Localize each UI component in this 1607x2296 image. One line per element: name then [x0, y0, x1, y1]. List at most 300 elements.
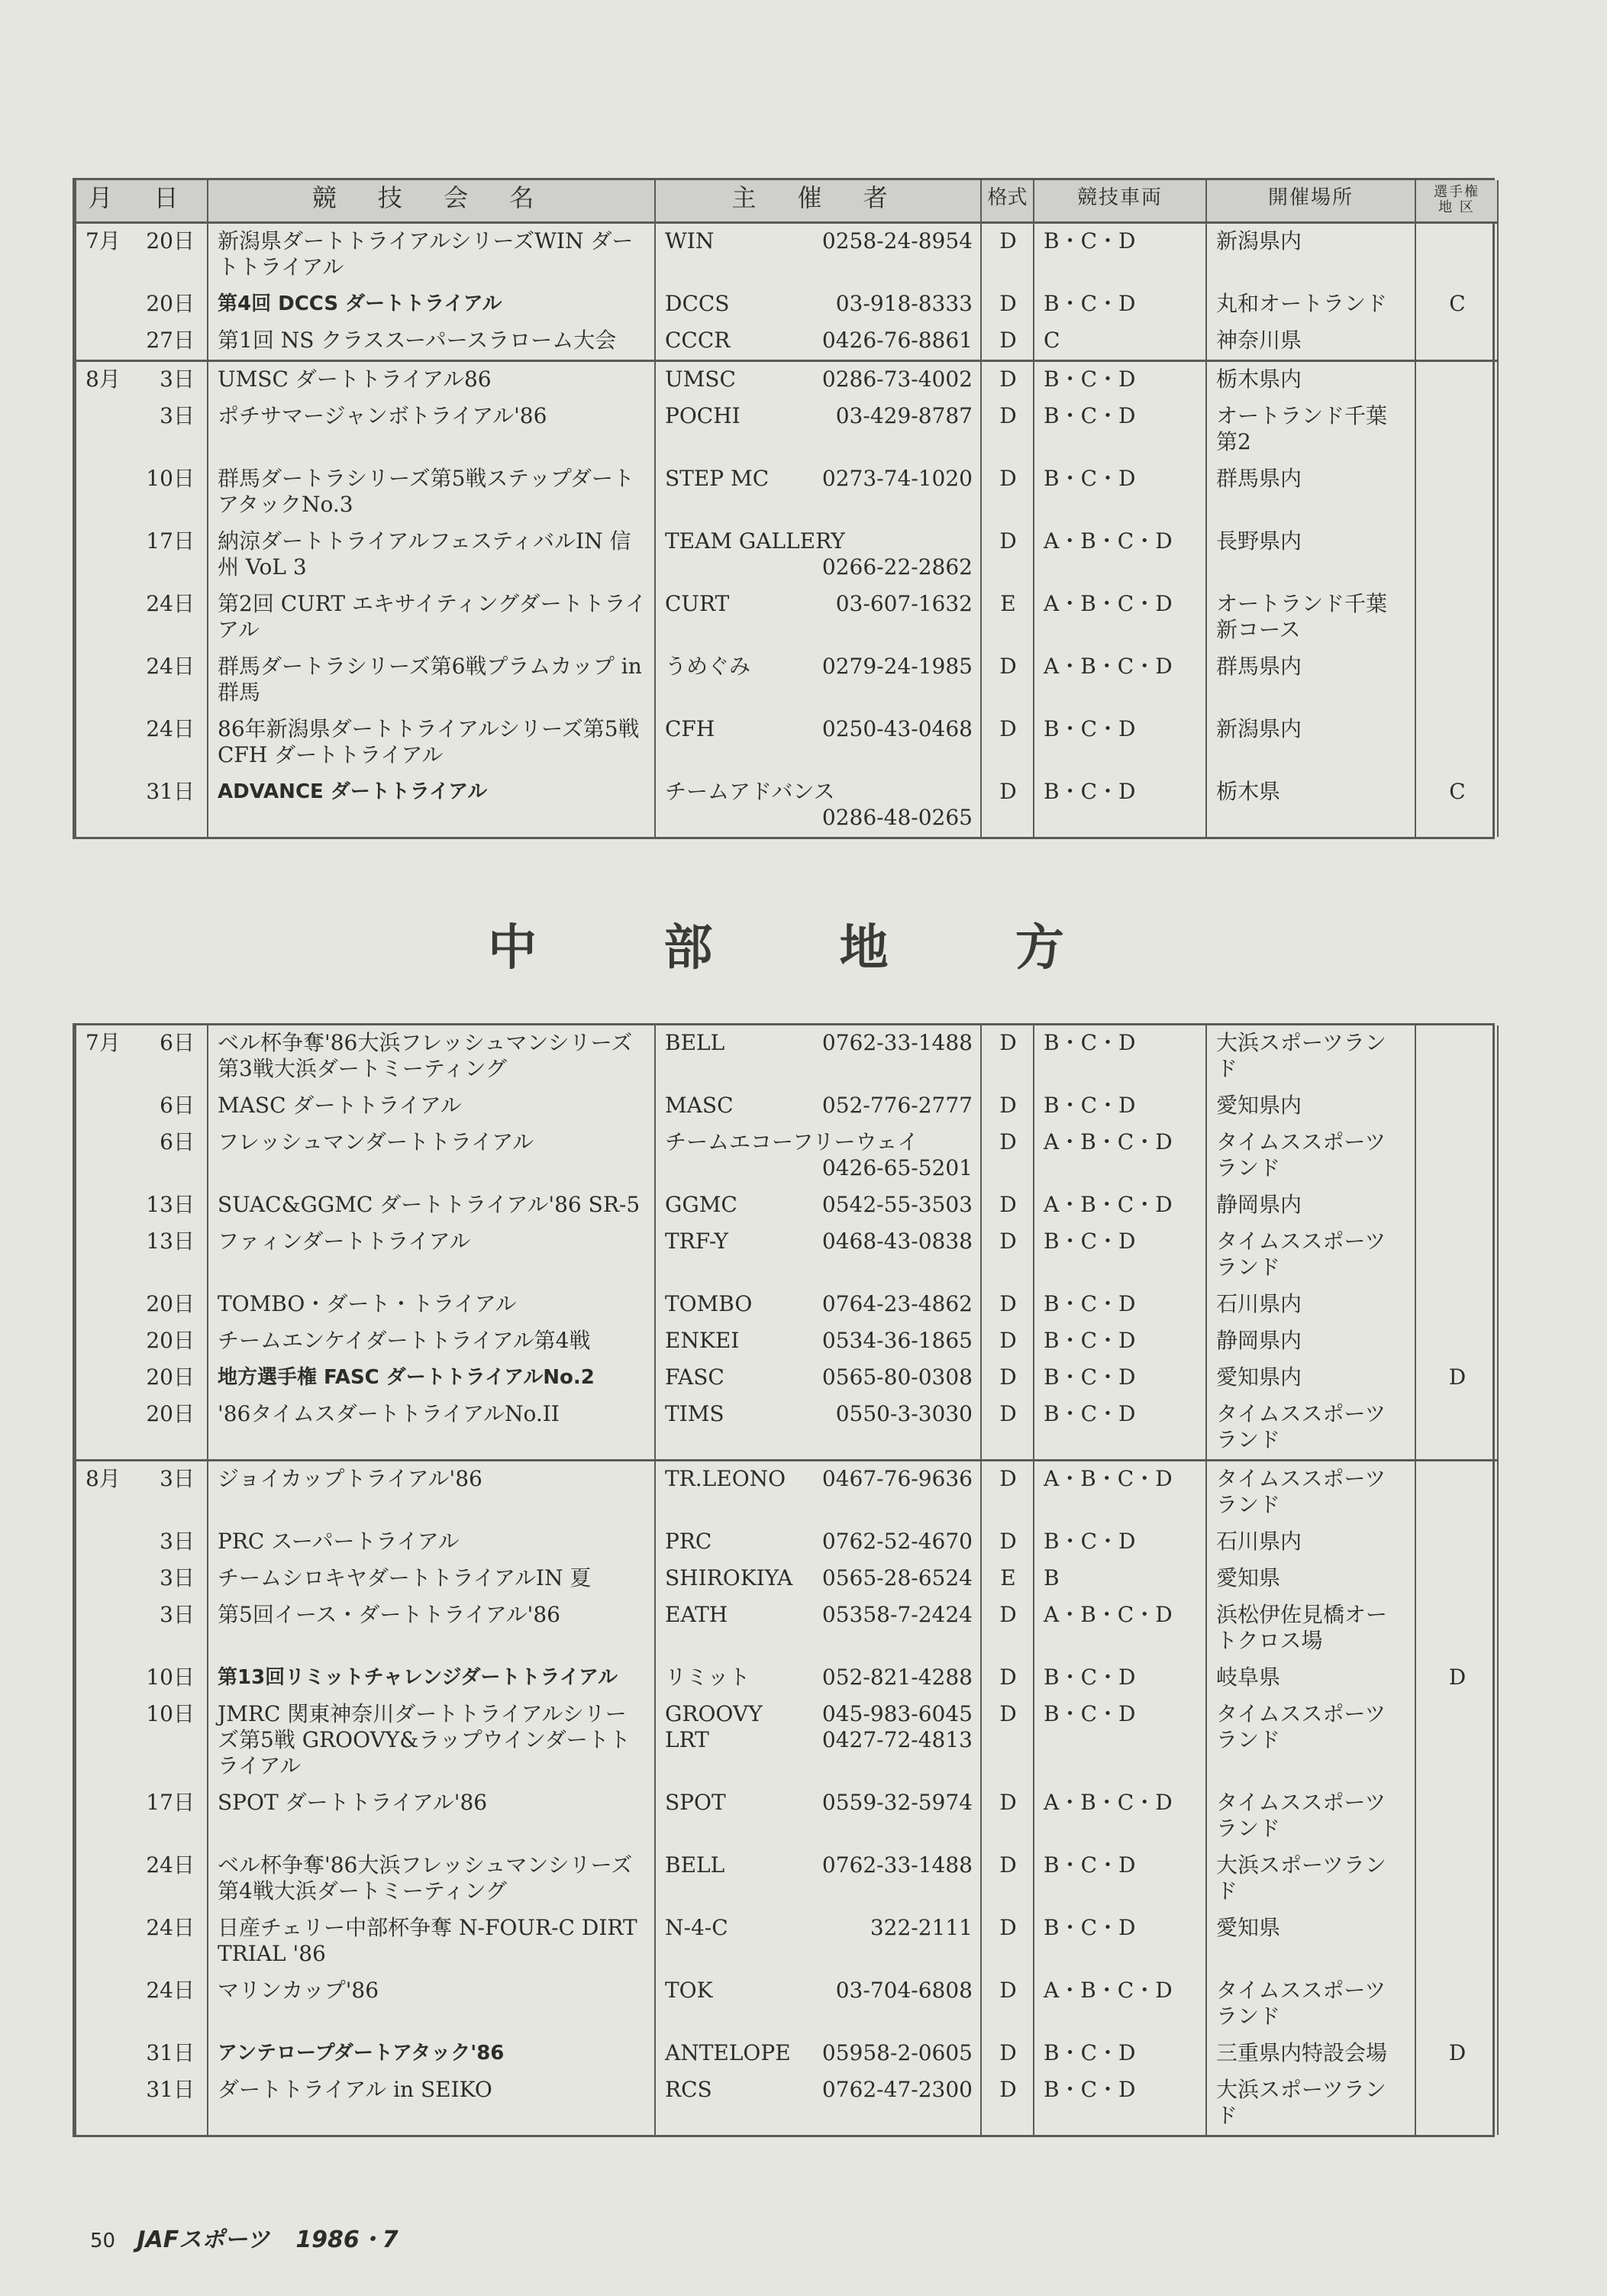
venue: タイムススポーツランド	[1206, 1397, 1415, 1461]
event-name: ジョイカップトライアル'86	[208, 1461, 655, 1525]
organizer-line	[665, 1030, 973, 1056]
day: 24日	[146, 591, 195, 616]
venue: 石川県内	[1206, 1524, 1415, 1561]
date-cell	[76, 323, 208, 361]
phone: 03-918-8333	[835, 291, 973, 316]
cars: A・B・C・D	[1034, 1461, 1206, 1525]
venue: 静岡県内	[1206, 1187, 1415, 1224]
cars: B・C・D	[1034, 774, 1206, 837]
date-wrap	[86, 1701, 199, 1727]
month: 8月	[86, 1466, 121, 1491]
organizer: N-4-C	[665, 1915, 728, 1940]
format: D	[981, 1597, 1034, 1660]
format: D	[981, 1785, 1034, 1848]
table-row	[76, 1224, 1498, 1287]
organizer: STEP MC	[665, 466, 770, 491]
table-row	[76, 1697, 1498, 1785]
organizer: POCHI	[665, 403, 741, 428]
format: D	[981, 1287, 1034, 1323]
month	[86, 779, 139, 805]
format: D	[981, 649, 1034, 712]
month	[86, 1401, 139, 1427]
organizer-cell	[655, 223, 981, 287]
day: 24日	[146, 716, 195, 741]
organizer-cell	[655, 649, 981, 712]
cars: B・C・D	[1034, 461, 1206, 524]
event-name: 第13回リミットチャレンジダートトライアル	[208, 1660, 655, 1697]
organizer: UMSC	[665, 367, 736, 392]
venue: タイムススポーツランド	[1206, 1461, 1415, 1525]
day: 20日	[146, 291, 195, 316]
organizer-line	[665, 367, 973, 392]
day: 24日	[146, 1852, 195, 1878]
venue: 神奈川県	[1206, 323, 1415, 361]
phone: 052-776-2777	[821, 1093, 973, 1118]
date-cell	[76, 1785, 208, 1848]
region	[1415, 1524, 1498, 1561]
region	[1415, 1187, 1498, 1224]
format: D	[981, 2036, 1034, 2072]
day: 20日	[146, 1291, 195, 1316]
table-row	[76, 461, 1498, 524]
region	[1415, 1125, 1498, 1187]
event-name: 第5回イース・ダートトライアル'86	[208, 1597, 655, 1660]
region	[1415, 223, 1498, 287]
organizer-line	[665, 403, 973, 429]
header-organizer: 主 催 者	[655, 180, 981, 223]
format: D	[981, 223, 1034, 287]
venue: 丸和オートランド	[1206, 286, 1415, 323]
table-row	[76, 1973, 1498, 2036]
organizer-line	[665, 1291, 973, 1317]
organizer-cell	[655, 1088, 981, 1125]
month	[86, 1602, 139, 1628]
day: 31日	[146, 2077, 195, 2102]
date-cell	[76, 361, 208, 399]
region	[1415, 1973, 1498, 2036]
event-name: マリンカップ'86	[208, 1973, 655, 2036]
event-name: '86タイムスダートトライアルNo.II	[208, 1397, 655, 1461]
event-name: 納涼ダートトライアルフェスティバルIN 信州 VoL 3	[208, 524, 655, 586]
event-name: ファィンダートトライアル	[208, 1224, 655, 1287]
date-cell	[76, 712, 208, 774]
date-cell	[76, 1660, 208, 1697]
month	[86, 716, 139, 742]
date-wrap	[86, 1401, 199, 1427]
date-wrap	[86, 1565, 199, 1591]
month	[86, 1229, 139, 1255]
phone: 0426-76-8861	[821, 328, 973, 353]
cars: B・C・D	[1034, 2036, 1206, 2072]
date-cell	[76, 1323, 208, 1360]
day: 6日	[160, 1093, 195, 1118]
phone: 045-983-6045	[821, 1701, 973, 1726]
table-row	[76, 1287, 1498, 1323]
day: 20日	[146, 1401, 195, 1426]
event-name: 新潟県ダートトライアルシリーズWIN ダートトライアル	[208, 223, 655, 287]
table-row	[76, 1088, 1498, 1125]
organizer-line	[665, 1529, 973, 1555]
cars: B・C・D	[1034, 286, 1206, 323]
day: 24日	[146, 1915, 195, 1940]
organizer-line	[665, 1466, 973, 1492]
venue: タイムススポーツランド	[1206, 1125, 1415, 1187]
month	[86, 1701, 139, 1727]
format: D	[981, 399, 1034, 461]
phone: 0279-24-1985	[821, 654, 973, 679]
date-wrap	[86, 1229, 199, 1255]
table-row	[76, 2072, 1498, 2135]
venue: オートランド千葉新コース	[1206, 586, 1415, 649]
organizer-line	[665, 1602, 973, 1628]
day: 20日	[146, 228, 195, 253]
phone: 0426-65-5201	[821, 1155, 973, 1180]
table-row	[76, 1597, 1498, 1660]
date-wrap	[86, 2077, 199, 2103]
day: 24日	[146, 1978, 195, 2003]
organizer-line	[665, 2040, 973, 2066]
format: D	[981, 1461, 1034, 1525]
region	[1415, 1323, 1498, 1360]
organizer-line	[665, 1565, 973, 1591]
day: 3日	[160, 1565, 195, 1590]
organizer-line	[665, 1790, 973, 1816]
organizer-cell	[655, 712, 981, 774]
month: 7月	[86, 228, 121, 253]
date-cell	[76, 1088, 208, 1125]
month	[86, 1529, 139, 1555]
region	[1415, 1025, 1498, 1088]
organizer-line	[665, 1229, 973, 1255]
event-name: PRC スーパートライアル	[208, 1524, 655, 1561]
date-cell	[76, 1524, 208, 1561]
date-wrap	[86, 1852, 199, 1878]
page-footer	[90, 2220, 403, 2254]
date-wrap	[86, 1915, 199, 1941]
event-name: ベル杯争奪'86大浜フレッシュマンシリーズ第4戦大浜ダートミーティング	[208, 1848, 655, 1910]
organizer-line	[665, 466, 973, 492]
venue: 浜松伊佐見橋オートクロス場	[1206, 1597, 1415, 1660]
month	[86, 2040, 139, 2066]
day: 20日	[146, 1364, 195, 1390]
organizer-line	[665, 328, 973, 354]
venue: 愛知県	[1206, 1910, 1415, 1973]
date-wrap	[86, 291, 199, 317]
header-name: 競 技 会 名	[208, 180, 655, 223]
format: D	[981, 1025, 1034, 1088]
table-row	[76, 286, 1498, 323]
phone: 0468-43-0838	[821, 1229, 973, 1254]
date-cell	[76, 586, 208, 649]
day: 3日	[160, 1529, 195, 1554]
table-row	[76, 1524, 1498, 1561]
region	[1415, 712, 1498, 774]
date-cell	[76, 2036, 208, 2072]
venue: タイムススポーツランド	[1206, 1224, 1415, 1287]
phone: 03-704-6808	[835, 1978, 973, 2003]
format: D	[981, 1224, 1034, 1287]
phone: 0534-36-1865	[821, 1328, 973, 1353]
cars: A・B・C・D	[1034, 1187, 1206, 1224]
day: 20日	[146, 1328, 195, 1353]
organizer-line	[665, 716, 973, 742]
date-wrap	[86, 1665, 199, 1691]
cars: B・C・D	[1034, 712, 1206, 774]
date-cell	[76, 1287, 208, 1323]
header-format: 格式	[981, 180, 1034, 223]
region: C	[1415, 774, 1498, 837]
event-name: 地方選手権 FASC ダートトライアルNo.2	[208, 1360, 655, 1397]
day: 10日	[146, 1701, 195, 1726]
phone: 322-2111	[870, 1915, 973, 1940]
organizer-cell	[655, 1561, 981, 1597]
date-wrap	[86, 1328, 199, 1354]
venue: 愛知県内	[1206, 1360, 1415, 1397]
month	[86, 1852, 139, 1878]
region	[1415, 461, 1498, 524]
date-wrap	[86, 1978, 199, 2004]
table-row	[76, 1461, 1498, 1525]
organizer: TR.LEONO	[665, 1466, 786, 1491]
phone: 0764-23-4862	[821, 1291, 973, 1316]
organizer-cell	[655, 461, 981, 524]
day: 17日	[146, 528, 195, 554]
organizer: CCCR	[665, 328, 731, 353]
venue: 栃木県	[1206, 774, 1415, 837]
organizer: LRT	[665, 1727, 709, 1752]
region	[1415, 361, 1498, 399]
day: 13日	[146, 1229, 195, 1254]
cars: A・B・C・D	[1034, 649, 1206, 712]
table-row	[76, 1910, 1498, 1973]
table-row	[76, 712, 1498, 774]
date-cell	[76, 1561, 208, 1597]
venue: タイムススポーツランド	[1206, 1973, 1415, 2036]
date-wrap	[86, 1466, 199, 1492]
day: 27日	[146, 328, 195, 353]
organizer: リミット	[665, 1665, 750, 1690]
phone: 0286-48-0265	[821, 805, 973, 830]
venue: 新潟県内	[1206, 712, 1415, 774]
day: 3日	[160, 403, 195, 428]
date-wrap	[86, 1129, 199, 1155]
cars: B・C・D	[1034, 223, 1206, 287]
region	[1415, 524, 1498, 586]
event-name: ベル杯争奪'86大浜フレッシュマンシリーズ第3戦大浜ダートミーティング	[208, 1025, 655, 1088]
event-name: 群馬ダートラシリーズ第5戦ステップダートアタックNo.3	[208, 461, 655, 524]
organizer: TOMBO	[665, 1291, 753, 1316]
venue: 長野県内	[1206, 524, 1415, 586]
phone: 0762-33-1488	[821, 1030, 973, 1055]
venue: タイムススポーツランド	[1206, 1785, 1415, 1848]
cars: B・C・D	[1034, 1397, 1206, 1461]
format: D	[981, 774, 1034, 837]
table-row	[76, 361, 1498, 399]
date-cell	[76, 1125, 208, 1187]
date-wrap	[86, 1093, 199, 1119]
region: D	[1415, 1660, 1498, 1697]
format: D	[981, 1323, 1034, 1360]
day: 31日	[146, 779, 195, 804]
organizer-cell	[655, 524, 981, 586]
organizer-cell	[655, 1785, 981, 1848]
organizer-line	[665, 1978, 973, 2004]
organizer-cell	[655, 1025, 981, 1088]
venue: 岐阜県	[1206, 1660, 1415, 1697]
date-cell	[76, 2072, 208, 2135]
cars: B	[1034, 1561, 1206, 1597]
organizer-line	[665, 291, 973, 317]
organizer: WIN	[665, 228, 715, 253]
organizer-line	[665, 2077, 973, 2103]
organizer: RCS	[665, 2077, 712, 2102]
organizer-cell	[655, 1224, 981, 1287]
day: 6日	[160, 1030, 195, 1055]
format: D	[981, 1125, 1034, 1187]
organizer-cell	[655, 361, 981, 399]
organizer-line	[665, 1364, 973, 1390]
format: D	[981, 524, 1034, 586]
organizer: ENKEI	[665, 1328, 740, 1353]
venue: タイムススポーツランド	[1206, 1697, 1415, 1785]
date-wrap	[86, 1364, 199, 1390]
magazine-name: JAFスポーツ	[137, 2227, 270, 2253]
phone: 03-429-8787	[835, 403, 973, 428]
date-cell	[76, 1397, 208, 1461]
organizer-cell	[655, 1397, 981, 1461]
venue: オートランド千葉第2	[1206, 399, 1415, 461]
event-name: 第2回 CURT エキサイティングダートトライアル	[208, 586, 655, 649]
table-row	[76, 774, 1498, 837]
phone: 0565-80-0308	[821, 1364, 973, 1390]
table-row	[76, 1360, 1498, 1397]
cars: A・B・C・D	[1034, 1785, 1206, 1848]
venue: 愛知県	[1206, 1561, 1415, 1597]
cars: B・C・D	[1034, 1088, 1206, 1125]
page-number: 50	[90, 2230, 116, 2252]
organizer: GROOVY	[665, 1701, 763, 1726]
cars: A・B・C・D	[1034, 1125, 1206, 1187]
organizer-cell	[655, 1973, 981, 2036]
table-row	[76, 1025, 1498, 1088]
organizer: うめぐみ	[665, 654, 751, 679]
organizer: ANTELOPE	[665, 2040, 791, 2065]
cars: B・C・D	[1034, 1848, 1206, 1910]
date-wrap	[86, 228, 199, 254]
region	[1415, 1224, 1498, 1287]
day: 3日	[160, 1466, 195, 1491]
phone: 0286-73-4002	[821, 367, 973, 392]
table-row	[76, 1561, 1498, 1597]
month	[86, 1665, 139, 1691]
region	[1415, 1785, 1498, 1848]
organizer-line	[665, 1727, 973, 1753]
venue: 大浜スポーツランド	[1206, 1025, 1415, 1088]
region	[1415, 323, 1498, 361]
organizer: DCCS	[665, 291, 730, 316]
region	[1415, 2072, 1498, 2135]
format: E	[981, 1561, 1034, 1597]
month	[86, 291, 139, 317]
event-name: 日産チェリー中部杯争奪 N-FOUR-C DIRT TRIAL '86	[208, 1910, 655, 1973]
cars: B・C・D	[1034, 399, 1206, 461]
venue: 三重県内特設会場	[1206, 2036, 1415, 2072]
organizer-line	[665, 1701, 973, 1727]
event-name: 第1回 NS クラススーパースラローム大会	[208, 323, 655, 361]
organizer-line	[665, 1093, 973, 1119]
region: D	[1415, 2036, 1498, 2072]
organizer: TIMS	[665, 1401, 724, 1426]
cars: A・B・C・D	[1034, 1973, 1206, 2036]
month: 8月	[86, 367, 121, 392]
organizer-cell	[655, 1910, 981, 1973]
phone: 0273-74-1020	[821, 466, 973, 491]
date-wrap	[86, 403, 199, 429]
phone: 0559-32-5974	[821, 1790, 973, 1815]
organizer-cell	[655, 323, 981, 361]
month: 7月	[86, 1030, 121, 1055]
venue: 大浜スポーツランド	[1206, 1848, 1415, 1910]
date-wrap	[86, 466, 199, 492]
cars: B・C・D	[1034, 1025, 1206, 1088]
region	[1415, 1561, 1498, 1597]
venue: 群馬県内	[1206, 649, 1415, 712]
header-venue: 開催場所	[1206, 180, 1415, 223]
organizer: チームアドバンス	[665, 779, 835, 804]
month	[86, 1328, 139, 1354]
date-wrap	[86, 716, 199, 742]
format: D	[981, 361, 1034, 399]
organizer-cell	[655, 399, 981, 461]
organizer: TEAM GALLERY	[665, 528, 845, 554]
month	[86, 528, 139, 554]
phone: 0762-33-1488	[821, 1852, 973, 1878]
cars: B・C・D	[1034, 1660, 1206, 1697]
organizer-line	[665, 1401, 973, 1427]
event-name: ポチサマージャンボトライアル'86	[208, 399, 655, 461]
table-row	[76, 1125, 1498, 1187]
event-name: 群馬ダートラシリーズ第6戦プラムカップ in 群馬	[208, 649, 655, 712]
cars: B・C・D	[1034, 1287, 1206, 1323]
table-row	[76, 524, 1498, 586]
event-name: SPOT ダートトライアル'86	[208, 1785, 655, 1848]
organizer: GGMC	[665, 1192, 737, 1217]
date-cell	[76, 1461, 208, 1525]
month	[86, 1093, 139, 1119]
organizer-line	[665, 1192, 973, 1218]
event-name: ADVANCE ダートトライアル	[208, 774, 655, 837]
format: D	[981, 1910, 1034, 1973]
date-cell	[76, 223, 208, 287]
date-cell	[76, 774, 208, 837]
phone: 0542-55-3503	[821, 1192, 973, 1217]
phone: 0762-47-2300	[821, 2077, 973, 2102]
day: 13日	[146, 1192, 195, 1217]
date-wrap	[86, 1790, 199, 1816]
organizer-line	[665, 1328, 973, 1354]
phone: 05358-7-2424	[821, 1602, 973, 1627]
month	[86, 1192, 139, 1218]
organizer-line	[665, 228, 973, 254]
phone: 0427-72-4813	[821, 1727, 973, 1752]
organizer: TRF-Y	[665, 1229, 728, 1254]
month	[86, 403, 139, 429]
date-cell	[76, 1187, 208, 1224]
date-wrap	[86, 528, 199, 554]
day: 3日	[160, 1602, 195, 1627]
venue: 大浜スポーツランド	[1206, 2072, 1415, 2135]
region	[1415, 1848, 1498, 1910]
